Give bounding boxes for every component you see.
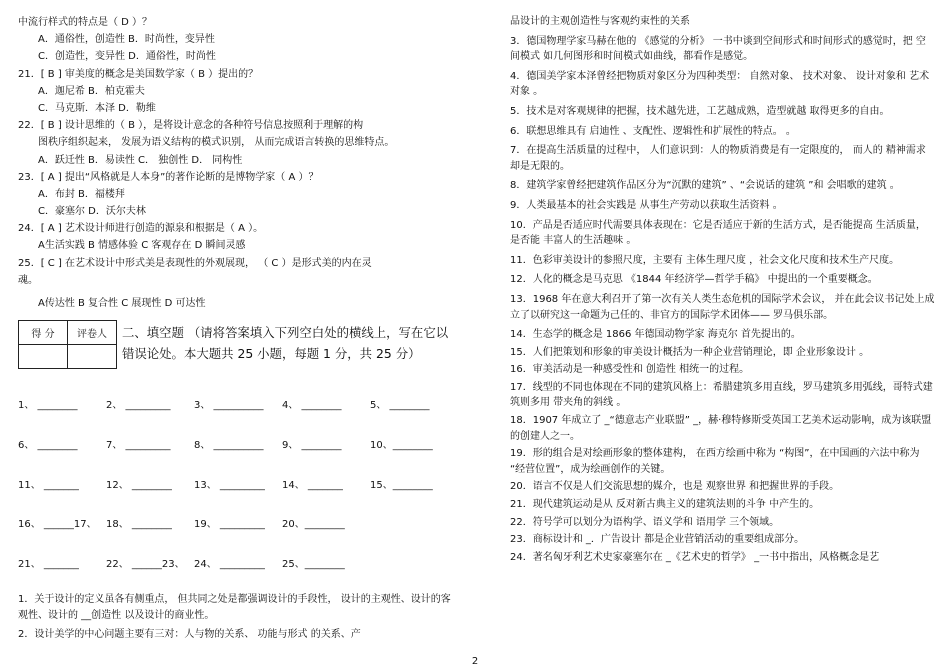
answer-options: A．通俗性，创造性 B．时尚性，变异性 bbox=[38, 34, 215, 46]
question-23: 23．[ A ] 提出“风格就是人本身”的著作论断的是博物学家（ A ）？ bbox=[18, 171, 319, 183]
question-22: 22．[ B ] 设计思维的（ B ），是将设计意念的各种符号信息按照利于理解的构 bbox=[18, 120, 364, 132]
blank-row bbox=[18, 384, 458, 424]
blank-item: 9、 ________ bbox=[282, 440, 342, 452]
blank-item: 1、 ________ bbox=[18, 400, 78, 412]
question-25-continued: 魂。 bbox=[18, 274, 38, 286]
right-column bbox=[510, 14, 935, 565]
fill-question-12: 12．人化的概念是马克思 《1844 年经济学—哲学手稿》 中提出的一个重要概念。 bbox=[510, 274, 878, 286]
blank-item: 4、 ________ bbox=[282, 400, 342, 412]
fill-question-14: 14．生态学的概念是 1866 年德国动物学家 海克尔 首先提出的。 bbox=[510, 329, 801, 341]
section-header bbox=[18, 316, 458, 378]
fill-question-2: 2．设计美学的中心问题主要有三对：人与物的关系、 功能与形式 的关系、产 bbox=[18, 629, 361, 641]
score-box bbox=[18, 320, 117, 369]
fill-question-4: 4．德国美学家本泽曾经把物质对象区分为四种类型： 自然对象、 技术对象、 设计对象和 艺术对象 。 bbox=[510, 70, 930, 98]
blank-item: 12、 ________ bbox=[106, 479, 172, 491]
answer-options: A．迦尼希 B．柏克霍夫 bbox=[38, 85, 145, 97]
fill-question-3: 3．德国物理学家马赫在他的 《感觉的分析》 一书中谈到空间形式和时间形式的感觉时，把 空间模式 如几何图形和时间模式如曲线，都看作是感觉。 bbox=[510, 35, 926, 63]
fill-question-24: 24．著名匈牙利艺术史家豪塞尔在 _《艺术史的哲学》 _一书中指出，风格概念是艺 bbox=[510, 551, 880, 563]
fill-question-22: 22．符号学可以划分为语构学、语义学和 语用学 三个领域。 bbox=[510, 516, 780, 528]
blank-item: 24、 _________ bbox=[194, 558, 265, 570]
reviewer-label: 评卷人 bbox=[68, 321, 117, 345]
blank-item: 13、 _________ bbox=[194, 479, 265, 491]
blank-item: 3、 __________ bbox=[194, 400, 264, 412]
fill-question-15: 15．人们把策划和形象的审美设计概括为一种企业营销理论，即 企业形象设计 。 bbox=[510, 346, 870, 358]
answer-options: C．创造性，变异性 D．通俗性，时尚性 bbox=[38, 51, 216, 63]
blank-item: 2、 _________ bbox=[106, 400, 171, 412]
answer-options: C．豪塞尔 D．沃尔夫林 bbox=[38, 206, 146, 218]
fill-question-18: 18．1907 年成立了 _“德意志产业联盟” _，赫·穆特修斯受英国工艺美术运动影响，成为该联盟的创建人之一。 bbox=[510, 415, 932, 442]
score-label: 得 分 bbox=[19, 321, 68, 345]
fill-question-2-continued: 品设计的主观创造性与客观约束性的关系 bbox=[510, 16, 690, 27]
reviewer-cell bbox=[68, 345, 117, 369]
blank-item: 21、 _______ bbox=[18, 558, 79, 570]
fill-question-16: 16．审美活动是一种感受性和 创造性 相统一的过程。 bbox=[510, 364, 750, 376]
blank-item: 5、 ________ bbox=[370, 400, 430, 412]
fill-question-8: 8．建筑学家曾经把建筑作品区分为“沉默的建筑” 、“会说话的建筑 ”和 会唱歌的建筑 。 bbox=[510, 180, 900, 192]
page-number: 2 bbox=[471, 656, 479, 667]
answer-blanks bbox=[18, 384, 458, 582]
fill-question-1: 1．关于设计的定义虽各有侧重点， 但共同之处是都强调设计的手段性， 设计的主观性、设计的客观性、设计的 __创造性 以及设计的商业性。 bbox=[18, 594, 451, 621]
fill-question-11: 11．色彩审美设计的参照尺度，主要有 主体生理尺度 ，社会文化尺度和技术生产尺度。 bbox=[510, 254, 900, 266]
fill-question-10: 10．产品是否适应时代需要具体表现在：它是否适应于新的生活方式，是否能提高 生活质量，是否能 丰富人的生活趣味 。 bbox=[510, 219, 926, 247]
left-column bbox=[18, 14, 458, 643]
answer-options: A．跃迁性 B．易读性 C． 独创性 D． 同构性 bbox=[38, 154, 243, 166]
fill-question-5: 5．技术是对客观规律的把握，技术越先进，工艺越成熟，造型就越 取得更多的自由。 bbox=[510, 105, 890, 117]
blank-item: 7、 _________ bbox=[106, 440, 171, 452]
fill-question-23: 23．商标设计和 _．广告设计 都是企业营销活动的重要组成部分。 bbox=[510, 534, 805, 546]
blank-row bbox=[18, 424, 458, 464]
blank-item: 18、 ________ bbox=[106, 519, 172, 531]
section-title: 二、填空题 （请将答案填入下列空白处的横线上，写在它以错误论处。本大题共 25 小题，每题 1 分，共 25 分） bbox=[122, 325, 449, 362]
blank-item: 15、________ bbox=[370, 479, 433, 491]
fill-question-21: 21．现代建筑运动是从 反对新古典主义的建筑法则的斗争 中产生的。 bbox=[510, 499, 820, 511]
blank-item: 10、________ bbox=[370, 440, 433, 452]
answer-options: A传达性 B 复合性 C 展现性 D 可达性 bbox=[38, 298, 206, 309]
blank-row bbox=[18, 503, 458, 543]
blank-item: 11、 _______ bbox=[18, 479, 79, 491]
blank-item: 22、 ______23、 bbox=[106, 558, 185, 570]
question-22-continued: 图秩序组织起来， 发展为语义结构的模式识别， 从而完成语言转换的思维特点。 bbox=[38, 137, 395, 149]
fill-question-6: 6．联想思维具有 启迪性 、支配性、逻辑性和扩展性的特点。 。 bbox=[510, 125, 796, 137]
blank-row bbox=[18, 543, 458, 583]
question-21: 21．[ B ] 审美度的概念是美国数学家（ B ）提出的？ bbox=[18, 68, 259, 80]
blank-item: 6、 ________ bbox=[18, 440, 78, 452]
blank-row bbox=[18, 463, 458, 503]
score-cell bbox=[19, 345, 68, 369]
answer-options: A．布封 B．福楼拜 bbox=[38, 188, 125, 200]
fill-question-7: 7．在提高生活质量的过程中， 人们意识到：人的物质消费是有一定限度的， 而人的 精神需求 却是无限的。 bbox=[510, 145, 926, 172]
fill-question-17: 17．线型的不同也体现在不同的建筑风格上：希腊建筑多用直线，罗马建筑多用弧线，哥特式建筑则多用 带夹角的斜线 。 bbox=[510, 381, 933, 409]
question-24: 24．[ A ] 艺术设计师进行创造的源泉和根据是（ A ）。 bbox=[18, 223, 264, 235]
blank-item: 16、 ______17、 bbox=[18, 519, 97, 531]
question-line: 中流行样式的特点是（ D ）？ bbox=[18, 17, 153, 28]
fill-question-13: 13．1968 年在意大利召开了第一次有关人类生态危机的国际学术会议， 并在此会议书记处上成立了以研究这一命题为己任的、非官方的国际学术团体—— 罗马俱乐部。 bbox=[510, 293, 935, 321]
question-25: 25．[ C ] 在艺术设计中形式美是表现性的外观展现， （ C ）是形式美的内在灵 bbox=[18, 257, 372, 269]
blank-item: 25、________ bbox=[282, 558, 345, 570]
blank-item: 14、 _______ bbox=[282, 479, 343, 491]
blank-item: 8、 __________ bbox=[194, 440, 264, 452]
fill-question-19: 19．形的组合是对绘画形象的整体建构， 在西方绘画中称为 “构图”，在中国画的六法中称为 “经营位置”，成为绘画创作的关键。 bbox=[510, 448, 920, 475]
fill-question-9: 9．人类最基本的社会实践是 从事生产劳动以获取生活资料 。 bbox=[510, 199, 783, 211]
blank-item: 20、________ bbox=[282, 519, 345, 531]
blank-item: 19、 _________ bbox=[194, 519, 265, 531]
answer-options: A生活实践 B 情感体验 C 客观存在 D 瞬间灵感 bbox=[38, 240, 246, 252]
answer-options: C．马克斯．本泽 D．勒维 bbox=[38, 102, 156, 114]
fill-question-20: 20．语言不仅是人们交流思想的媒介，也是 观察世界 和把握世界的手段。 bbox=[510, 481, 840, 493]
